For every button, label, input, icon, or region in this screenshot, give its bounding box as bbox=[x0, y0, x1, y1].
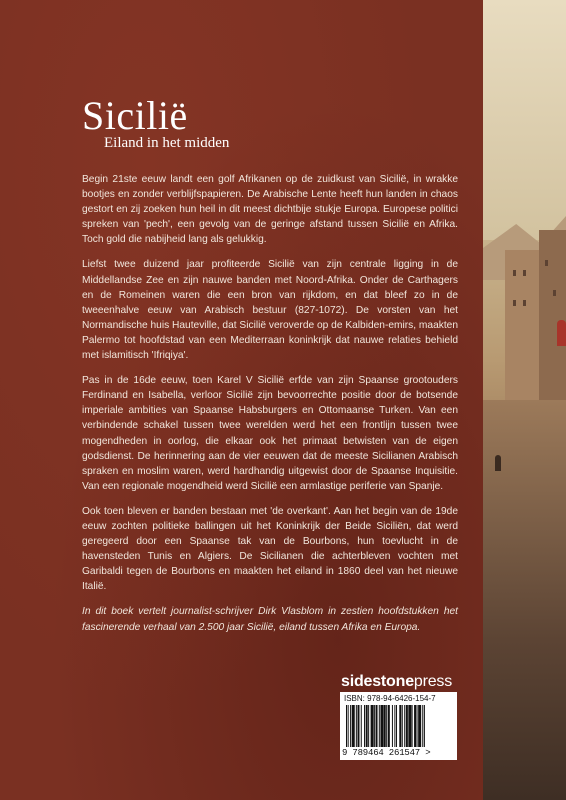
publisher-bold: sidestone bbox=[341, 673, 414, 690]
barcode bbox=[340, 692, 457, 760]
publisher-light: press bbox=[413, 673, 453, 690]
title-subtitle: Eiland in het midden bbox=[104, 135, 230, 151]
barcode-digits: 9 789464 261547 > bbox=[342, 748, 431, 758]
book-title bbox=[82, 93, 230, 151]
blurb-paragraph-4: Ook toen bleven er banden bestaan met 'de overkant'. Aan het begin van de 19de eeuw zochten politieke ballingen uit het Koninkrijk der Beide Siciliën, dat werd geregeerd door een Spaanse tak van de Bourbons, hun toevlucht in de havensteden Tunis en Algiers. De Sicilianen die achterbleven vochten met Garibaldi tegen de Bourbons en maakten het eiland in 1860 deel van het nieuwe Italië. bbox=[82, 505, 458, 593]
blurb bbox=[82, 172, 458, 645]
publisher-logo bbox=[341, 673, 452, 691]
blurb-paragraph-2: Liefst twee duizend jaar profiteerde Sicilië van zijn centrale ligging in de Middellandse Zee en zijn nauwe banden met Noord-Afrika. Onder de Carthagers en de Romeinen waren die een bron van rijkdom, en dat bleef zo in de tweeenhalve eeuw van Arabisch bestuur (827-1072). De vorsten van het Normandische huis Hauteville, dat Sicilië veroverde op de Kalbiden-emirs, maakten Palermo tot hoofdstad van een Mediterraan koninkrijk dat nauwe relaties behield met islamitisch 'Ifriqiya'. bbox=[82, 259, 458, 362]
blurb-paragraph-1: Begin 21ste eeuw landt een golf Afrikanen op de zuidkust van Sicilië, in wrakke bootjes en zonder verblijfspapieren. De Arabische Lente heeft hun landen in chaos gestort en zij zoeken hun heil in dit meest dichtbije stukje Europa. Europese politici spreken van 'pech', een gevolg van de geringe afstand tussen Sicilië en Afrika. Toch gold die nabijheid lang als gelukkig. bbox=[82, 174, 458, 246]
blurb-paragraph-3: Pas in de 16de eeuw, toen Karel V Sicilië erfde van zijn Spaanse grootouders Ferdinand en Isabella, verloor Sicilië zijn bevoorrechte positie door de botsende imperiale ambities van Spaanse Habsburgers en Ottomaanse Turken. Van een verbindende schakel tussen twee werelden werd het een frontlijn tussen twee mogendheden in oorlog, die elkaar ook het primaat betwisten van de eigen godsdienst. De herinnering aan de vier eeuwen dat de meeste Sicilianen Arabisch spraken en moslim waren, werd hardhandig uitgewist door de Spaanse Inquisitie. Van een regionale mogendheid werd Sicilië een armlastige periferie van Spanje. bbox=[82, 375, 458, 492]
blurb-closing: In dit boek vertelt journalist-schrijver Dirk Vlasblom in zestien hoofdstukken het fascinerende verhaal van 2.500 jaar Sicilië, eiland tussen Afrika en Europa. bbox=[82, 606, 458, 633]
barcode-bars bbox=[346, 705, 450, 747]
isbn-label: ISBN: 978-94-6426-154-7 bbox=[344, 694, 436, 703]
title-main: Sicilië bbox=[82, 93, 188, 138]
cover-painting bbox=[483, 0, 566, 800]
